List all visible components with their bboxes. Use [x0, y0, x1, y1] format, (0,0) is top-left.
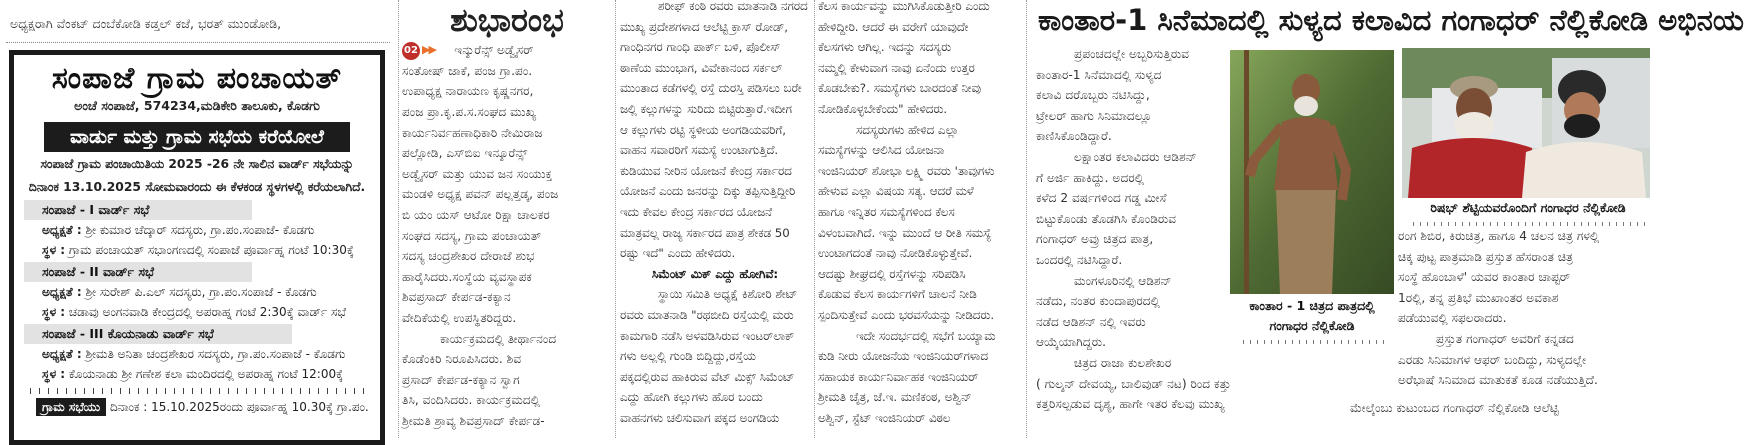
text-line: ಪಡೆಯುವಲ್ಲಿ ಸಫಲರಾದರು.: [1398, 311, 1507, 326]
text-line: ಆಯ್ಕೆಯಾಗಿದ್ದರು.: [1036, 335, 1106, 350]
text-line: ಸಂತೋಷ್ ಜಾಕೆ, ಪಂಜ ಗ್ರಾ.ಪಂ.: [402, 63, 533, 78]
text-line: ಯೋಜನೆ ಎಂದು ಜನರನ್ನು ದಿಕ್ಕು ತಪ್ಪಿಸುತ್ತಿದ್ದೀರಿ: [620, 184, 796, 199]
text-line: ರವರು ಮಾತನಾಡಿ "ರಥಬೀದಿ ರಸ್ತೆಯಲ್ಲಿ ಮರು: [620, 307, 794, 322]
text-line: ಅಧ್ಯಕ್ಷರಾಗಿ ವೆಂಕಟ್ ದಂಬೆಕೋಡಿ ಕಡ್ತಲ್ ಕಜೆ, ಭರತ್ ಮುಂಡೋಡಿ,: [10, 16, 282, 31]
ward-section: [14, 262, 380, 322]
text-line: ಕಾರ್ಯನಿರ್ವಹಣಾಧಿಕಾರಿ ನೇಮಿರಾಜ: [402, 125, 543, 140]
notice-intro-2: ದಿನಾಂಕ 13.10.2025 ಸೋಮವಾರಂದು ಈ ಕೆಳಕಂಡ ಸ್ಥಳಗಳಲ್ಲಿ ಕರೆಯಲಾಗಿದೆ.: [28, 180, 366, 194]
text-line: ಶ್ರೀಮತಿ ಚೈತ್ರ, ಜೆ.ಇ. ಮಣಿಕಂಠ, ಅಶ್ವಿನ್: [818, 390, 972, 405]
continued-arrows-icon: ▶▶: [422, 43, 435, 57]
text-line: ಮಾತ್ರವಲ್ಲ ರಾಜ್ಯ ಸರ್ಕಾರದ ಪಾತ್ರ ಶೇಕಡ 50: [620, 225, 790, 240]
column-road-news: [620, 0, 810, 438]
text-line: ಇದು ಕೇವಲ ಕೇಂದ್ರ ಸರ್ಕಾರದ ಯೋಜನೆ: [620, 204, 773, 219]
text-line: ಕಾಂತಾರ-1 ಸಿನೆಮಾದಲ್ಲಿ ಸುಳ್ಯದ: [1036, 67, 1162, 82]
text-line: ಬಿ ಯಂ ಯಸ್ ಆಟೋ ರಿಕ್ಷಾ ಚಾಲಕರ: [402, 207, 550, 222]
page-badge: 02: [402, 42, 420, 60]
ward-venue: ಸ್ಥಳ : ಚಡಾವು ಅಂಗನವಾಡಿ ಕೇಂದ್ರದಲ್ಲಿ ಅಪರಾಹ್ನ ಗಂಟೆ 2:30ಕ್ಕೆ ವಾರ್ಡ್ ಸಭೆ: [42, 305, 347, 319]
text-line: ಉಪಾಧ್ಯಕ್ಷ ನಾರಾಯಣ ಕೃಷ್ಣನಗರ,: [402, 84, 534, 99]
text-line: ಪ್ರಸಾದ್ ಕೇರ್ಪಡ-ಕಕ್ಯಾನ ಸ್ವಾಗ: [402, 372, 520, 387]
text-line: ನಮ್ಮಲ್ಲಿ ಕೇಳುವಾಗ ನಾವು ಏನೆಂದು ಉತ್ತರ: [818, 60, 975, 75]
text-line: ಜಲ್ಲಿ ಕಲ್ಲುಗಳನ್ನು ಸುರಿದು ಬಿಟ್ಟಿರುತ್ತಾರೆ.ಇದೀಗ: [620, 101, 792, 116]
notice-title: ಸಂಪಾಜೆ ಗ್ರಾಮ ಪಂಚಾಯತ್: [51, 61, 343, 96]
text-line: ನಡೆದು, ನಂತರ ಕುಂದಾಪುರದಲ್ಲಿ: [1036, 294, 1160, 309]
text-line: ರಷ್ಟು ಇದೆ" ಎಂದು ಹೇಳಿದರು.: [620, 246, 736, 261]
text-line: ಸದಸ್ಯ ಚಂದ್ರಶೇಖರ ದೇರಾಜೆ ಶುಭ: [402, 249, 535, 264]
ward-section: [14, 200, 380, 260]
text-line: ಕೊಡಬೇಕು?. ಸಮಸ್ಯೆಗಳು ಬಾರದಂತೆ ನೀವು: [818, 81, 982, 96]
text-line: ತಿಸಿ, ವಂದಿಸಿದರು. ಕಾರ್ಯಕ್ರಮದಲ್ಲಿ: [402, 393, 541, 408]
ward-venue: ಸ್ಥಳ : ಗ್ರಾಮ ಪಂಚಾಯತ್ ಸಭಾಂಗಣದಲ್ಲಿ ಸಂಪಾಜೆ ಪೂರ್ವಾಹ್ನ ಗಂಟೆ 10:30ಕ್ಕೆ: [42, 243, 354, 257]
text-line: ಸಹಾಯಕ ಕಾರ್ಯನಿರ್ವಾಹಕ ಇಂಜಿನಿಯರ್: [818, 369, 979, 384]
text-line: ಸಂಸ್ಥೆ ಹೊಂಬಾಳೆ' ಯವರ ಕಾಂತಾರ ಚಾಪ್ಟರ್: [1398, 270, 1571, 285]
text-line: ಪಂಜ ಪ್ರಾ.ಕೃ.ಪ.ಸ.ಸಂಘದ ಮುಖ್ಯ: [402, 104, 537, 119]
text-line: ಚಿತ್ರದ ರಾಜಾ ಕುಲಶೇಖರ: [1074, 355, 1172, 370]
text-line: ಸದಸ್ಯರುಗಳು ಹೇಳಿದ ಎಲ್ಲಾ: [856, 122, 959, 137]
wavy-divider: [26, 388, 368, 394]
subheading: ಸಿಮೆಂಟ್ ಮಿಕ್ ಎದ್ದು ಹೋಗಿವೆ:: [651, 266, 779, 281]
text-line: ಮುಂತಾದ ಕಡೆಗಳಲ್ಲಿ ರಸ್ತೆ ದುರಸ್ತಿ ಪಡಿಸಲು ಬರೇ: [620, 81, 802, 96]
text-line: ಕಾಣಿಸಿಕೊಂಡಿದ್ದಾರೆ.: [1036, 129, 1112, 144]
text-line: 1ರಲ್ಲಿ, ತನ್ನ ಪ್ರತಿಭೆ ಮುಖಾಂತರ ಅವಕಾಶ: [1398, 290, 1559, 305]
text-line: ಮುಖ್ಯ ಪ್ರದೇಶಗಳಾದ ಆಲೆಟ್ಟಿ ಕ್ರಾಸ್ ರೋಡ್,: [620, 19, 789, 34]
ward-chair: ಅಧ್ಯಕ್ಷತೆ : ಶ್ರೀಮತಿ ಅನಿತಾ ಚಂದ್ರಶೇಖರ ಸದಸ್ಯರು, ಗ್ರಾ.ಪಂ.ಸಂಪಾಜೆ - ಕೊಡಗು: [42, 347, 346, 361]
text-line: ಆದಷ್ಟು ಶೀಘ್ರದಲ್ಲಿ ರಸ್ತೆಗಳನ್ನು ಸರಿಪಡಿಸಿ: [818, 266, 966, 281]
text-line: ನಡೆದ ಆಡಿಶನ್ ನಲ್ಲಿ ಇವರು: [1036, 314, 1146, 329]
column-divider: [1026, 0, 1027, 438]
article-headline: ಕಾಂತಾರ-1 ಸಿನೆಮಾದಲ್ಲಿ ಸುಳ್ಯದ ಕಲಾವಿದ ಗಂಗಾಧರ್ ನೆಲ್ಲಿಕೋಡಿ ಅಭಿನಯ: [1038, 3, 1744, 37]
text-line: ಕುಡಿ ನೀರು ಯೋಜನೆಯ ಇಂಜಿನಿಯರ್‌ಗಳಾದ: [818, 349, 988, 364]
text-line: ಗಾಂಧಿನಗರ ಗಾಂಧಿ ಪಾರ್ಕ್ ಬಳಿ, ಪೊಲೀಸ್: [620, 40, 781, 55]
article-body-left: [1036, 44, 1231, 415]
text-line: ಸಂಘದ ಸದಸ್ಯ, ಗ್ರಾಮ ಪಂಚಾಯತ್: [402, 228, 542, 243]
text-line: ಗೆ ಅರ್ಜಿ ಹಾಕಿದ್ದು. ಅದರಲ್ಲಿ: [1036, 170, 1144, 185]
text-line: ಎದ್ದು ಹೋಗಿ ಕಲ್ಲುಗಳು ಹೊರ ಬಂದು: [620, 390, 763, 405]
text-line: ಮೇಲ್ಕೆಂಬು ಕುಟುಂಬದ ಗಂಗಾಧರ್ ನೆಲ್ಲಿಕೋಡಿ ಆಲೆಟ್ಟಿ: [1350, 401, 1559, 415]
text-line: ಹಾರೈಸಿದರು.ಸಂಸ್ಥೆಯ ವ್ಯವಸ್ಥಾಪಕ: [402, 269, 532, 284]
photo2-caption: ರಿಷಭ್ ಶೆಟ್ಟಿಯವರೊಂದಿಗೆ ಗಂಗಾಧರ ನೆಲ್ಲಿಕೋಡಿ: [1430, 200, 1626, 215]
ward-chair: ಅಧ್ಯಕ್ಷತೆ : ಶ್ರೀ ಕುಮಾರ ಚೆದ್ಕಾರ್ ಸದಸ್ಯರು, ಗ್ರಾ.ಪಂ.ಸಂಪಾಜೆ- ಕೊಡಗು: [42, 223, 315, 237]
text-line: 02 ▶▶ ಇನ್ಶುರೆನ್ಸ್ ಅಡ್ವೈಸರ್: [402, 40, 612, 61]
article-body: [402, 40, 612, 431]
text-line: ಹೇಳಿದ್ದೀರಿ. ಆದರೆ ಈ ವರೇಗೆ ಯಾವುದೇ: [818, 19, 969, 34]
text-line: ಸಮಸ್ಯೆಗಳನ್ನು ಆಲಿಸಿದ ಯೋಜನಾ: [818, 143, 945, 158]
text-line: ಇದೇ ಸಂದರ್ಭದಲ್ಲಿ ಸಭೆಗೆ ಬಯ್ಯಾಮ: [856, 328, 996, 343]
article-body: [818, 0, 1016, 428]
column-shubharambha: [402, 0, 612, 438]
text-line: ಕಲಾವಿ ದರೊಬ್ಬರು ನಟಿಸಿದ್ದು,: [1036, 88, 1150, 103]
column-divider: [398, 0, 399, 438]
text-line: ಮಂಗಳೂರಿನಲ್ಲಿ ಆಡಿಶನ್: [1074, 273, 1172, 288]
text-line: ಟ್ರೇಲರ್ ಹಾಗು ಸಿನಿಮಾದಲ್ಲೂ: [1036, 108, 1152, 123]
text-line: ರಂಗ ಶಿಬಿರ, ಕಿರುಚಿತ್ರ, ಹಾಗೂ 4 ಚಲನ ಚಿತ್ರ ಗಳಲ್ಲಿ: [1398, 229, 1600, 243]
text-line: ಎರಡು ಸಿನಿಮಾಗಳ ಆಫರ್ ಬಂದಿದ್ದು, ಸುಳ್ಯದಲ್ಲೇ: [1398, 352, 1587, 367]
column-divider: [615, 0, 616, 438]
text-line: ವಿಳಂಬವಾಗಿದೆ. ಇನ್ನು ಮುಂದೆ ಆ ರೀತಿ ಸಮಸ್ಯೆ: [818, 225, 992, 240]
panchayat-notice-ad: [9, 50, 385, 445]
text-line: ಒಂದರಲ್ಲಿ ನಟಿಸಿದ್ದಾರೆ.: [1036, 252, 1123, 267]
notice-address: ಅಂಚೆ ಸಂಪಾಜೆ, 574234,ಮಡಿಕೇರಿ ತಾಲೂಕು, ಕೊಡಗು: [74, 98, 320, 113]
text-line: ಪಕ್ಕದಲ್ಲಿರುವ ಹಾಕಿರುವ ವೆಟ್ ಮಿಕ್ಸ್ ಸಿಮೆಂಟ್: [620, 369, 795, 384]
ward-heading: ಸಂಪಾಜೆ - III ಕೊಯನಾಡು ವಾರ್ಡ್ ಸಭೆ: [24, 324, 292, 344]
text-line: ವಾಹನಗಳು ಚಲಿಸುವಾಗ ಪಕ್ಕದ ಅಂಗಡಿಯ: [620, 410, 780, 425]
text-line: ಶಿವಪ್ರಸಾದ್ ಕೇರ್ಪಡ-ಕಕ್ಯಾನ: [402, 290, 511, 305]
text-line: ಚಿಕ್ಕ ಪುಟ್ಟ ಪಾತ್ರಮಾಡಿ ಪ್ರಸ್ತುತ ಹೆಸರಾಂತ ಚಿತ್ರ: [1398, 249, 1573, 264]
wavy-divider: [1240, 340, 1384, 344]
ward-section: [14, 324, 380, 384]
text-line: ಪ್ರಪಂಚದಲ್ಲೇ ಅಬ್ಬರಿಸುತ್ತಿರುವ: [1074, 47, 1190, 61]
text-line: ಕೊಡುವ ಕೆಲಸ ಕಾರ್ಯಗಳಿಗೆ ಚಾಲನೆ ನೀಡಿ: [818, 287, 977, 302]
text-line: ಬಿಟ್ಟುಕೊಂಡು ತೊಡಗಿಸಿ ಕೊಂಡಿರುವ: [1036, 211, 1177, 226]
kantara-article: [1030, 0, 1744, 438]
text-line: ಕೊಡೆಂಕಿರಿ ನಿರೂಪಿಸಿದರು. ಶಿವ: [402, 352, 522, 367]
gram-sabha-note: [36, 398, 380, 416]
text-line: ( ಗುಲ್ಶನ್ ದೇವಯ್ಯ, ಬಾಲಿವುಡ್ ನಟ) ರಿಂದ ಕತ್ತು: [1036, 376, 1231, 391]
ward-heading: ಸಂಪಾಜೆ - I ವಾರ್ಡ್ ಸಭೆ: [24, 200, 252, 220]
article-body: [620, 0, 810, 428]
notice-intro-1: ಸಂಪಾಜೆ ಗ್ರಾಮ ಪಂಚಾಯಿತಿಯ 2025 -26 ನೇ ಸಾಲಿನ ವಾರ್ಡ್ ಸಭೆಯನ್ನು: [40, 157, 354, 171]
text-line: ಕೆಲಸಗಳು ಆಗಿಲ್ಲ. ಇದನ್ನು ಸದಸ್ಯರು: [818, 40, 952, 55]
text-line: ಪಲ್ಲೋಡಿ, ಎಸ್‌ಬಿಐ ಇನ್ಶೂರೆನ್ಸ್: [402, 146, 528, 161]
column-notice: [0, 0, 396, 438]
text-line: ಪ್ರಸ್ತುತ ಗಂಗಾಧರ್ ಅವರಿಗೆ ಕನ್ನಡದ: [1436, 331, 1574, 346]
text-line: ಹೇಳುವ ಎಲ್ಲಾ ವಿಷಯ ಸತ್ಯ. ಆದರೆ ಮಳೆ: [818, 184, 974, 199]
column-divider: [814, 0, 815, 438]
photo-with-rishab-shetty: [1402, 48, 1650, 198]
note-text: ದಿನಾಂಕ : 15.10.2025ರಂದು ಪೂರ್ವಾಹ್ನ 10.30ಕ್ಕೆ ಗ್ರಾ.ಪಂ.: [110, 400, 369, 414]
text-line: ಸ್ಪಂದಿಸುತ್ತೇವೆ ಎಂದು ಭರವಸೆಯನ್ನು ನೀಡಿದರು.: [818, 307, 995, 322]
divider: [6, 42, 390, 43]
text-line: ಅಶ್ವಿನ್, ಸ್ಟೆಟ್ ಇಂಜಿನಿಯರ್ ವಿಠಲ: [818, 410, 951, 425]
text-line: ಶರೀಫ್ ಕಂಠಿ ರವರು ಮಾತನಾಡಿ ನಗರದ: [658, 0, 808, 13]
article-heading: ಶುಭಾರಂಭ: [450, 1, 564, 39]
text-line: ವಾಹನ ಸವಾರರಿಗೆ ಸಮಸ್ಯೆ ಉಂಟಾಗುತ್ತಿದೆ.: [620, 143, 779, 158]
text-line: ಮಂಡಳಿ ಅಧ್ಯಕ್ಷ ಪವನ್ ಪಲ್ಲತ್ತಡ್ಕ, ಪಂಜ: [402, 187, 559, 202]
text-line: ಅಡ್ವೈಸರ್ ಮತ್ತು ಯುವ ಜನ ಸಂಯುಕ್ತ: [402, 166, 553, 181]
text-line: ಲಕ್ಷಾಂತರ ಕಲಾವಿದರು ಆಡಿಶನ್: [1074, 149, 1197, 164]
text-line: ಆ ಕಲ್ಲುಗಳು ರಟ್ಟಿ ಸ್ಥಳೀಯ ಅಂಗಡಿಯವರಿಗೆ,: [620, 122, 786, 137]
text-line: ಕುಡಿಯುವ ನೀರಿನ ಯೋಜನೆ ಕೇಂದ್ರ ಸರ್ಕಾರದ: [620, 163, 792, 178]
text-line: ಠಾಣೆಯ ಮುಂಭಾಗ, ವಿವೇಕಾನಂದ ಸರ್ಕಲ್: [620, 60, 783, 75]
photo-gangadhar-in-costume: [1230, 50, 1394, 294]
notice-banner: ವಾರ್ಡು ಮತ್ತು ಗ್ರಾಮ ಸಭೆಯ ಕರೆಯೋಲೆ: [44, 122, 350, 152]
text-line: ಕಾಮಗಾರಿ ನಡೆಸಿ ಅಳವಡಿಸಿರುವ ಇಂಟರ್‌ಲಾಕ್: [620, 328, 795, 343]
text-line: ಹಾಗೂ ಇನ್ನಿತರ ಸಮಸ್ಯೆಗಳಿಂದ ಕೆಲಸ: [818, 204, 955, 219]
photo1-caption: ಕಾಂತಾರ - 1 ಚಿತ್ರದ ಪಾತ್ರದಲ್ಲಿ ಗಂಗಾಧರ ನೆಲ್ಲಿಕೋಡಿ: [1249, 298, 1375, 333]
column-road-news-cont: [818, 0, 1016, 438]
text-line: ಅರೆಭಾಷೆ ಸಿನಿಮಾದ ಮಾತುಕತೆ ಕೂಡ ನಡೆಯುತ್ತಿದೆ.: [1398, 373, 1598, 388]
text-line: ಗಳು ಅಲ್ಲಲ್ಲಿ ಗುಂಡಿ ಬಿದ್ದಿದ್ದು,ರಸ್ತೆಯ: [620, 349, 756, 364]
text-line: ನೋಡಿಕೊಳ್ಳಬೇಕೆಂದು" ಹೇಳಿದರು.: [818, 101, 948, 116]
article-body-right: [1398, 226, 1654, 391]
text-line: ಕೆಲಸ ಕಾರ್ಯವನ್ನು ಮುಗಿಸಿಕೊಡುತ್ತೀರಿ ಎಂದು: [818, 0, 990, 13]
text-line: ಇಂಜಿನಿಯರ್ ಶೋಭಾ ಲಕ್ಷ್ಮಿ ರವರು 'ತಾವುಗಳು: [818, 163, 995, 178]
text-line: ಶ್ರೀಮತಿ ಶ್ರಾವ್ಯ ಶಿವಪ್ರಸಾದ್ ಕೇರ್ಪಡ-: [402, 413, 545, 428]
text-line: ಕಳೆದ 2 ವರ್ಷಗಳಿಂದ ಗಡ್ಡ ಮೀಸೆ: [1036, 191, 1167, 206]
text-line: ಗಂಗಾಧರ್ ಅವ್ರು ಚಿತ್ರದ ಪಾತ್ರ,: [1036, 232, 1154, 247]
ward-chair: ಅಧ್ಯಕ್ಷತೆ : ಶ್ರೀ ಸುರೇಶ್ ಪಿ.ಎಲ್ ಸದಸ್ಯರು, ಗ್ರಾ.ಪಂ.ಸಂಪಾಜೆ - ಕೊಡಗು: [42, 285, 317, 299]
text-line: ಕಾರ್ಯಕ್ರಮದಲ್ಲಿ ತೀರ್ಥಾನಂದ: [440, 331, 557, 346]
note-tag: ಗ್ರಾಮ ಸಭೆಯು: [36, 398, 106, 416]
ward-heading: ಸಂಪಾಜೆ - II ವಾರ್ಡ್ ಸಭೆ: [24, 262, 252, 282]
text-line: ಸ್ಥಾಯಿ ಸಮಿತಿ ಅಧ್ಯಕ್ಷೆ ಕಿಶೋರಿ ಶೇಟ್: [658, 287, 798, 302]
text-line: ವೇದಿಕೆಯಲ್ಲಿ ಉಪಸ್ಥಿತರಿದ್ದರು.: [402, 310, 517, 325]
text-line: ಉಂಟಾಗದಂತೆ ನಾವು ನೋಡಿಕೊಳ್ಳುತ್ತೇವೆ.: [818, 246, 973, 261]
text-line: ಕತ್ತರಿಸಲ್ಪಡುವ ದೃಶ್ಯ, ಹಾಗೇ ಇತರ ಕೆಲವು ಮುಖ್ಯ: [1036, 397, 1225, 412]
ward-venue: ಸ್ಥಳ : ಕೊಯನಾಡು ಶ್ರೀ ಗಣೇಶ ಕಲಾ ಮಂದಿರದಲ್ಲಿ ಅಪರಾಹ್ನ ಗಂಟೆ 12:00ಕ್ಕೆ: [42, 367, 344, 381]
